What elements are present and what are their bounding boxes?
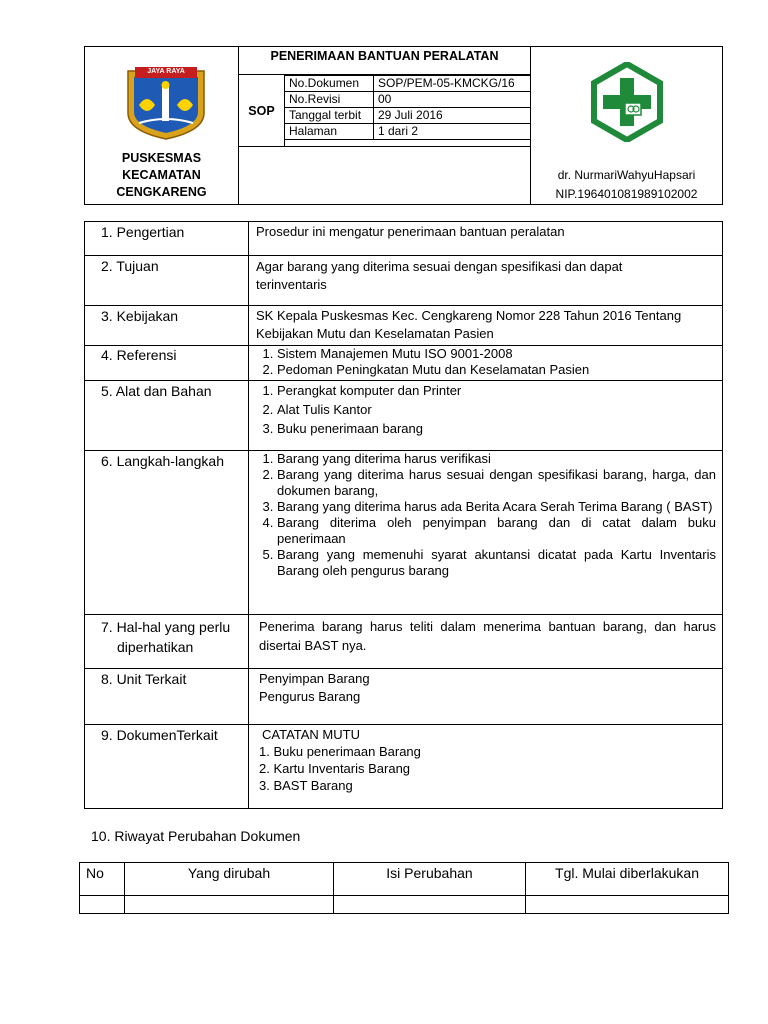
section-label: 6. Langkah-langkah <box>85 451 249 615</box>
list-item: 5. Barang yang memenuhi syarat akuntansi dicatat pada Kartu Inventaris Barang oleh pengurus barang <box>277 547 716 579</box>
header-logo-cell <box>84 46 239 205</box>
list-item: 2. Barang yang diterima harus sesuai dengan spesifikasi barang, harga, dan dokumen barang, <box>277 467 716 499</box>
section-row-dokumen <box>85 725 723 809</box>
table-cell <box>80 896 125 914</box>
section-label: 9. DokumenTerkait <box>85 725 249 809</box>
col-header: Tgl. Mulai diberlakukan <box>526 863 729 896</box>
section-value: Agar barang yang diterima sesuai dengan spesifikasi dan dapat terinventaris <box>249 256 723 306</box>
doc-info-table <box>284 75 531 140</box>
doc-info-label: Halaman <box>285 124 374 140</box>
history-header-row <box>80 863 729 896</box>
org-name-line-3: CENGKARENG <box>116 185 207 199</box>
section-row-hal <box>85 615 723 669</box>
doc-title: PENERIMAAN BANTUAN PERALATAN <box>239 47 530 75</box>
section-row-unit <box>85 669 723 725</box>
table-row <box>80 896 729 914</box>
sop-label: SOP <box>239 75 285 147</box>
section-value: Penerima barang harus teliti dalam menerima bantuan barang, dan harus disertai BAST nya. <box>249 615 723 669</box>
doc-info-row <box>285 124 531 140</box>
list-item: 1. Sistem Manajemen Mutu ISO 9001-2008 <box>277 346 722 362</box>
org-name <box>85 150 238 201</box>
section-value <box>249 669 723 725</box>
section-value: SK Kepala Puskesmas Kec. Cengkareng Nomor 228 Tahun 2016 Tentang Kebijakan Mutu dan Keselamatan Pasien <box>249 306 723 346</box>
list-item: 2. Kartu Inventaris Barang <box>259 761 411 776</box>
list-item: 1. Perangkat komputer dan Printer <box>277 381 722 400</box>
doc-info-value: 29 Juli 2016 <box>374 108 531 124</box>
table-cell <box>334 896 526 914</box>
col-header: Yang dirubah <box>125 863 334 896</box>
list-item: 3. Barang yang diterima harus ada Berita Acara Serah Terima Barang ( BAST) <box>277 499 716 515</box>
doc-info-row <box>285 92 531 108</box>
section-label: 1. Pengertian <box>85 222 249 256</box>
section-row-referensi <box>85 346 723 381</box>
section-row-alat <box>85 381 723 451</box>
jaya-raya-emblem-icon <box>125 65 207 141</box>
sop-content-table <box>84 221 723 809</box>
section-row-kebijakan <box>85 306 723 346</box>
section-value <box>249 346 723 381</box>
section-value: Prosedur ini mengatur penerimaan bantuan peralatan <box>249 222 723 256</box>
section-row-langkah <box>85 451 723 615</box>
label-line-2: diperhatikan <box>117 639 194 655</box>
list-item: 2. Pedoman Peningkatan Mutu dan Keselamatan Pasien <box>277 362 722 378</box>
history-table <box>79 862 729 914</box>
header-signatory-cell <box>530 46 723 205</box>
label-line-1: 7. Hal-hal yang perlu <box>101 619 231 635</box>
col-header: No <box>80 863 125 896</box>
col-header: Isi Perubahan <box>334 863 526 896</box>
doc-info-row <box>285 108 531 124</box>
list-item: Penyimpan Barang <box>259 671 370 686</box>
section-label <box>85 615 249 669</box>
list-item: 3. Buku penerimaan barang <box>277 419 722 438</box>
section-value <box>249 451 723 615</box>
section-value <box>249 381 723 451</box>
section-label: 4. Referensi <box>85 346 249 381</box>
signatory-nip: NIP.196401081989102002 <box>555 187 698 201</box>
list-item: 3. BAST Barang <box>259 778 353 793</box>
list-item: 1. Barang yang diterima harus verifikasi <box>277 451 716 467</box>
section-row-pengertian <box>85 222 723 256</box>
doc-info-label: Tanggal terbit <box>285 108 374 124</box>
title-divider <box>239 146 530 147</box>
section-row-tujuan <box>85 256 723 306</box>
puskesmas-logo-icon <box>587 62 667 142</box>
doc-info-value: SOP/PEM-05-KMCKG/16 <box>374 76 531 92</box>
header-title-cell <box>238 46 531 205</box>
section-label: 8. Unit Terkait <box>85 669 249 725</box>
list-item: 4. Barang diterima oleh penyimpan barang dan di catat dalam buku penerimaan <box>277 515 716 547</box>
doc-info-label: No.Revisi <box>285 92 374 108</box>
org-name-line-1: PUSKESMAS <box>121 151 202 165</box>
emblem-text: JAYA RAYA <box>147 68 185 75</box>
catatan-mutu-heading: CATATAN MUTU <box>262 727 360 742</box>
doc-info-value: 00 <box>374 92 531 108</box>
section-value <box>249 725 723 809</box>
section-label: 5. Alat dan Bahan <box>85 381 249 451</box>
org-name-line-2: KECAMATAN <box>122 168 201 182</box>
signatory-name: dr. NurmariWahyuHapsari <box>557 168 696 182</box>
table-cell <box>125 896 334 914</box>
doc-info-value: 1 dari 2 <box>374 124 531 140</box>
list-item: Pengurus Barang <box>259 689 361 704</box>
list-item: 2. Alat Tulis Kantor <box>277 400 722 419</box>
section-label: 3. Kebijakan <box>85 306 249 346</box>
doc-info-row <box>285 76 531 92</box>
doc-info-label: No.Dokumen <box>285 76 374 92</box>
section-label: 2. Tujuan <box>85 256 249 306</box>
list-item: 1. Buku penerimaan Barang <box>259 744 421 759</box>
history-title: 10. Riwayat Perubahan Dokumen <box>91 828 301 844</box>
table-cell <box>526 896 729 914</box>
